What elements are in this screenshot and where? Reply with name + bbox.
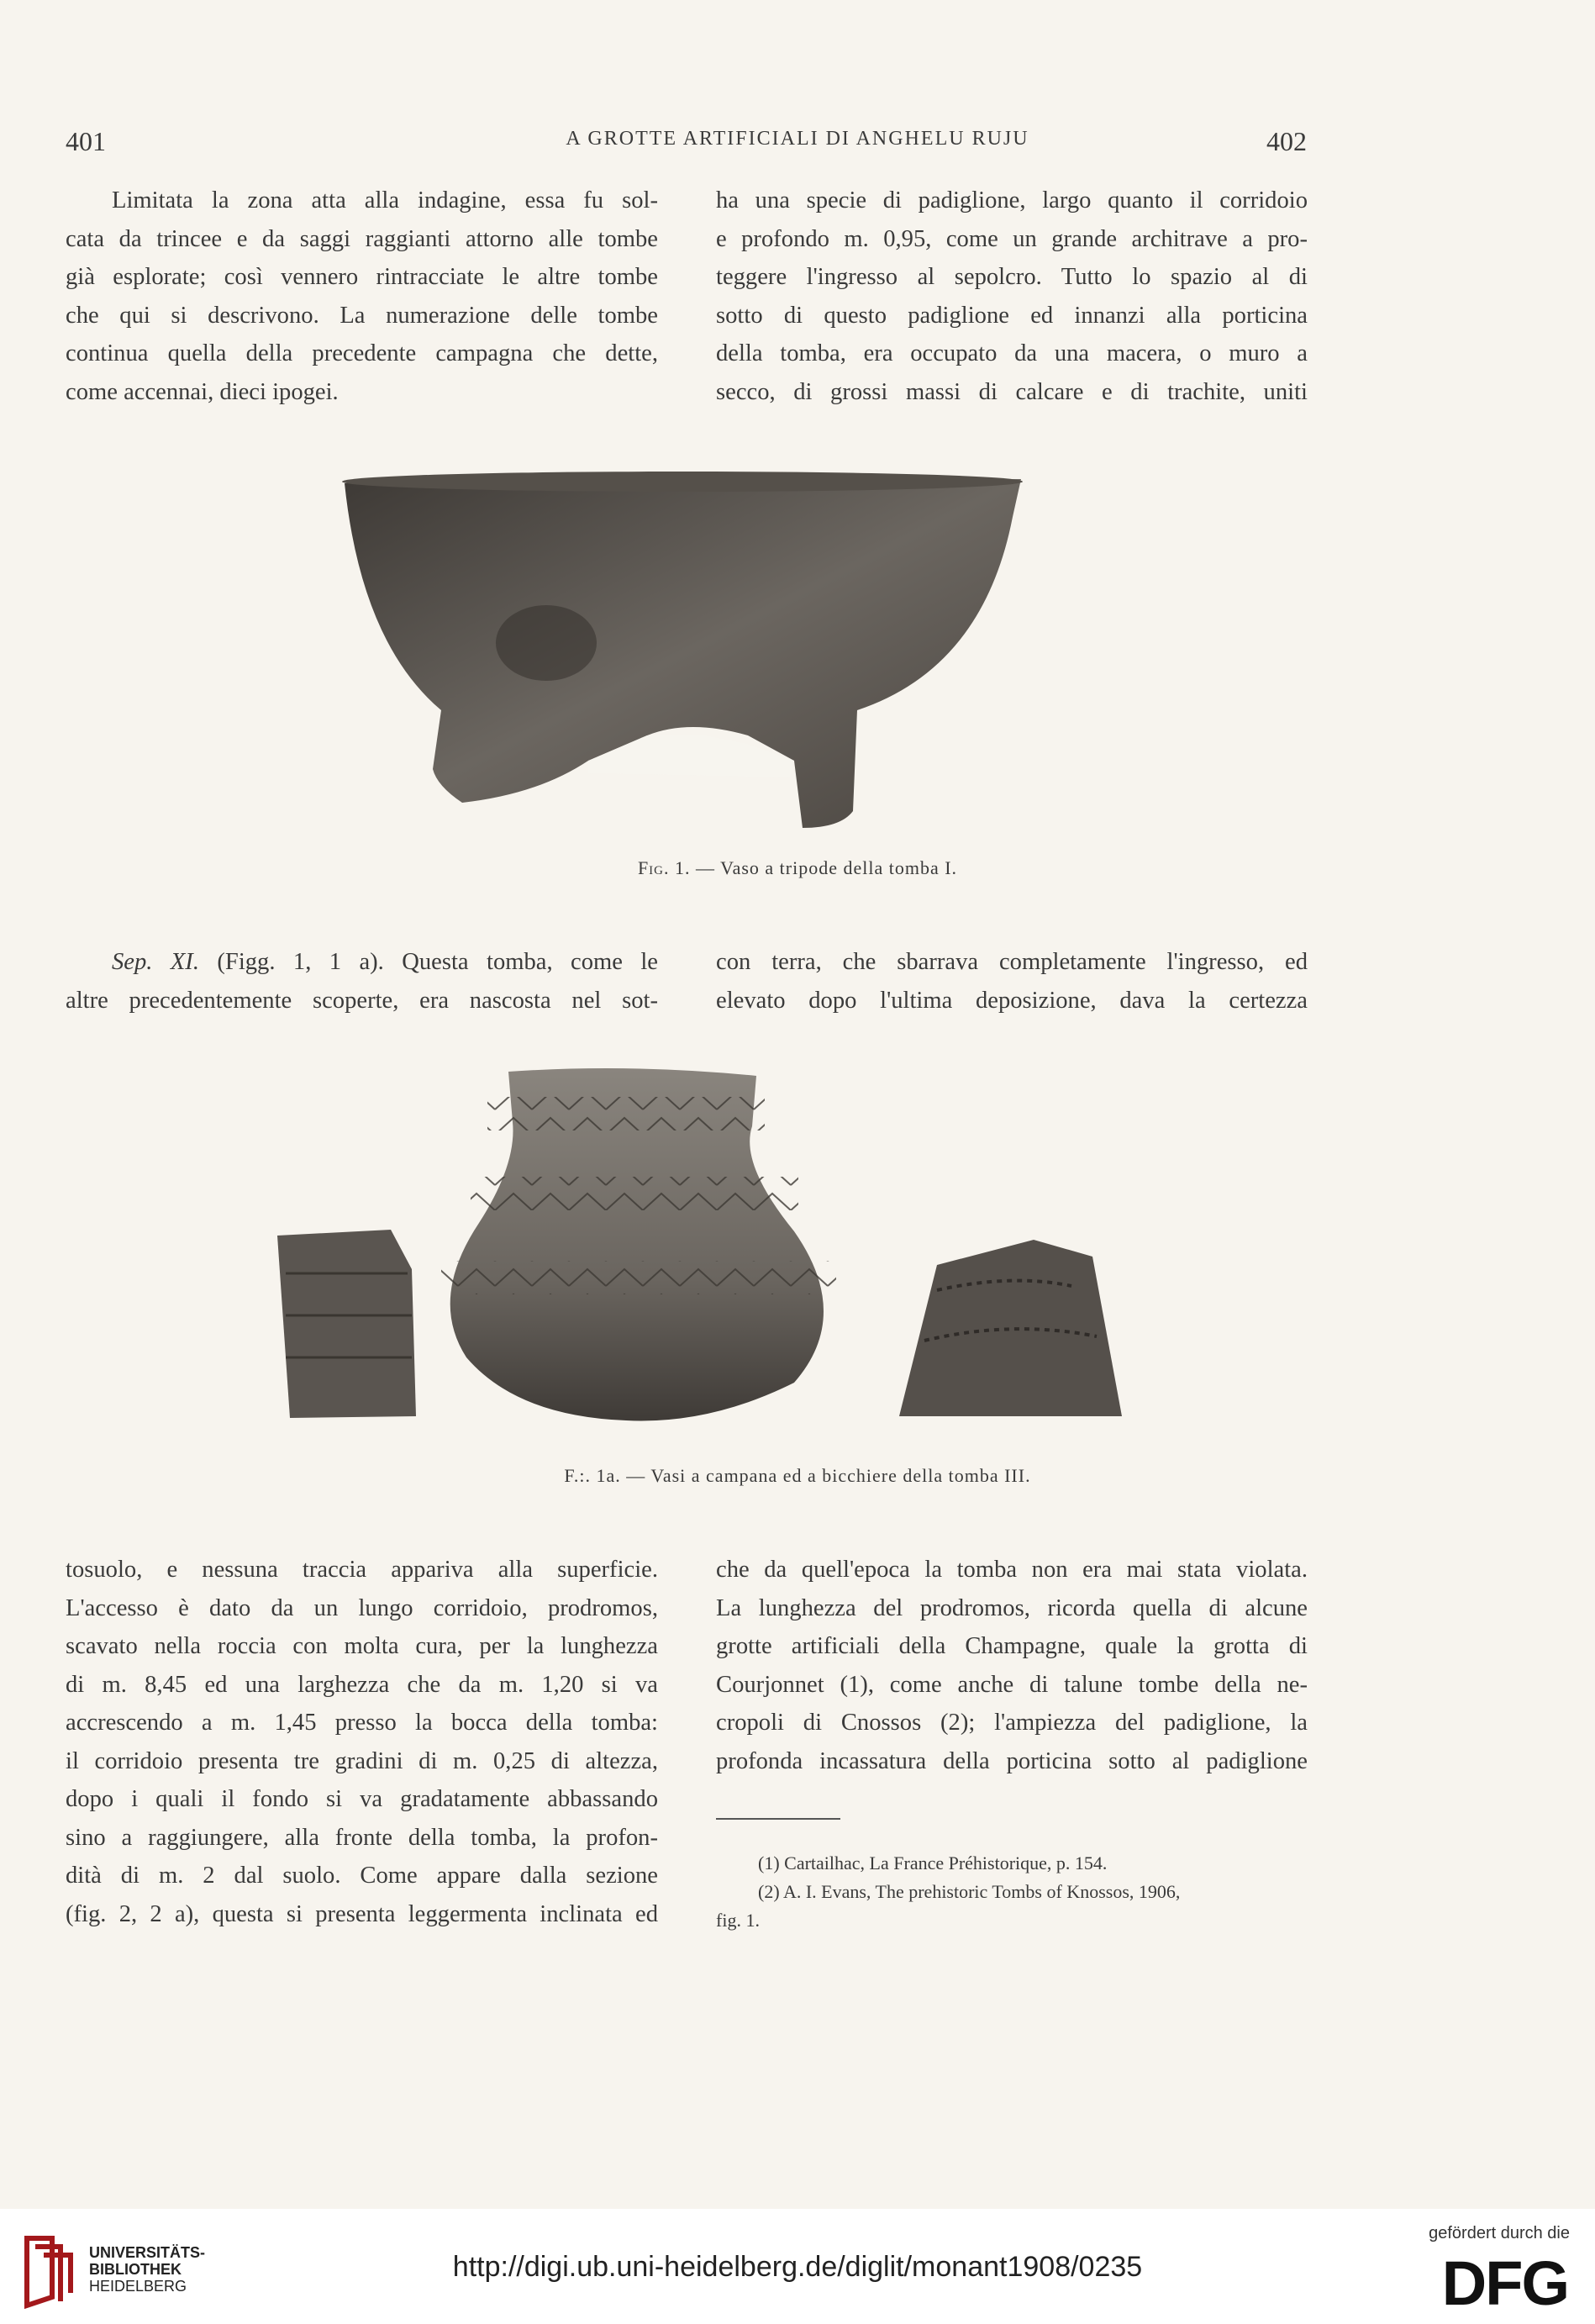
text-line: L'accesso è dato da un lungo corridoio, prodromos, <box>66 1594 658 1621</box>
tripod-vase-image <box>336 458 1029 832</box>
text-line: scavato nella roccia con molta cura, per la lunghezza <box>66 1633 658 1659</box>
figure1a-caption-text: — Vasi a campana ed a bicchiere della tomba III. <box>626 1465 1031 1486</box>
text-line: della tomba, era occupato da una macera, o muro a <box>716 340 1308 366</box>
bottom-right-column <box>716 1551 1308 1780</box>
text-line: La lunghezza del prodromos, ricorda quella di alcune <box>716 1594 1308 1621</box>
bell-beakers-image <box>273 1063 1160 1429</box>
text-line: che qui si descrivono. La numerazione delle tombe <box>66 302 658 329</box>
text-span: (Figg. 1, 1 a). Questa tomba, come le <box>217 949 658 975</box>
text-line: secco, di grossi massi di calcare e di trachite, uniti <box>716 378 1308 405</box>
figure1-caption-text: — Vaso a tripode della tomba I. <box>696 857 958 878</box>
text-line: di m. 8,45 ed una larghezza che da m. 1,20 si va <box>66 1671 658 1698</box>
text-line: sotto di questo padiglione ed innanzi alla porticina <box>716 302 1308 329</box>
bottom-left-column <box>66 1551 658 1933</box>
middle-right-column <box>716 943 1308 1020</box>
text-line: accrescendo a m. 1,45 presso la bocca della tomba: <box>66 1710 658 1736</box>
footnotes <box>716 1849 1321 1935</box>
running-head: A GROTTE ARTIFICIALI DI ANGHELU RUJU <box>566 128 1029 150</box>
text-line: Courjonnet (1), come anche di talune tombe della ne- <box>716 1671 1308 1698</box>
text-line: ha una specie di padiglione, largo quanto il corridoio <box>716 187 1308 213</box>
text-line: il corridoio presenta tre gradini di m. 0,25 di altezza, <box>66 1747 658 1774</box>
top-right-column <box>716 182 1308 411</box>
text-line: e profondo m. 0,95, come un grande architrave a pro- <box>716 225 1308 252</box>
sep-label: Sep. XI. <box>112 949 199 975</box>
text-line: sino a raggiungere, alla fronte della tomba, la profon- <box>66 1824 658 1851</box>
library-line-3: HEIDELBERG <box>89 2278 187 2295</box>
figure1-caption <box>0 857 1595 879</box>
library-line-1: UNIVERSITÄTS- <box>89 2244 206 2261</box>
footnote-2-cont: fig. 1. <box>716 1910 760 1931</box>
figure1-label: Fig. 1. <box>637 857 691 878</box>
text-line: teggere l'ingresso al sepolcro. Tutto lo spazio al di <box>716 264 1308 290</box>
dfg-logo: DFG <box>1441 2248 1568 2318</box>
text-line: che da quell'epoca la tomba non era mai stata violata. <box>716 1557 1308 1583</box>
text-line: altre precedentemente scoperte, era nascosta nel sot- <box>66 987 658 1014</box>
text-line: Limitata la zona atta alla indagine, essa fu sol- <box>112 187 658 213</box>
text-line: tosuolo, e nessuna traccia appariva alla superficie. <box>66 1557 658 1583</box>
text-line <box>66 943 658 982</box>
funded-by-label: gefördert durch die <box>1429 2224 1570 2242</box>
text-line: dità di m. 2 dal suolo. Come appare dalla sezione <box>66 1863 658 1889</box>
footnote-1: (1) Cartailhac, La France Préhistorique, p. 154. <box>758 1852 1108 1873</box>
text-line: elevato dopo l'ultima deposizione, dava la certezza <box>716 987 1308 1014</box>
text-line: cata da trincee e da saggi raggianti attorno alle tombe <box>66 225 658 252</box>
text-line: con terra, che sbarrava completamente l'ingresso, ed <box>716 949 1308 975</box>
text-line: grotte artificiali della Champagne, quale la grotta di <box>716 1633 1308 1659</box>
page-number-left: 401 <box>66 126 106 156</box>
footnote-2: (2) A. I. Evans, The prehistoric Tombs of Knossos, 1906, <box>758 1881 1181 1902</box>
figure1a-label: F.:. 1a. <box>564 1465 621 1486</box>
footer-bar <box>0 2209 1595 2324</box>
middle-left-column <box>66 943 658 1020</box>
text-line: come accennai, dieci ipogei. <box>66 378 339 405</box>
text-line: dopo i quali il fondo si va gradatamente abbassando <box>66 1786 658 1812</box>
figure1a-caption <box>0 1465 1595 1487</box>
text-line: cropoli di Cnossos (2); l'ampiezza del padiglione, la <box>716 1710 1308 1736</box>
page-number-right: 402 <box>1266 126 1307 156</box>
text-line: profonda incassatura della porticina sotto al padiglione <box>716 1747 1308 1774</box>
library-line-2: BIBLIOTHEK <box>89 2261 182 2278</box>
text-line: (fig. 2, 2 a), questa si presenta leggermenta inclinata ed <box>66 1900 658 1927</box>
top-left-column <box>66 182 658 411</box>
text-line: già esplorate; così vennero rintracciate le altre tombe <box>66 264 658 290</box>
text-line: continua quella della precedente campagna che dette, <box>66 340 658 366</box>
footnote-rule <box>716 1818 840 1820</box>
source-url-link[interactable]: http://digi.ub.uni-heidelberg.de/diglit/monant1908/0235 <box>452 2251 1143 2283</box>
